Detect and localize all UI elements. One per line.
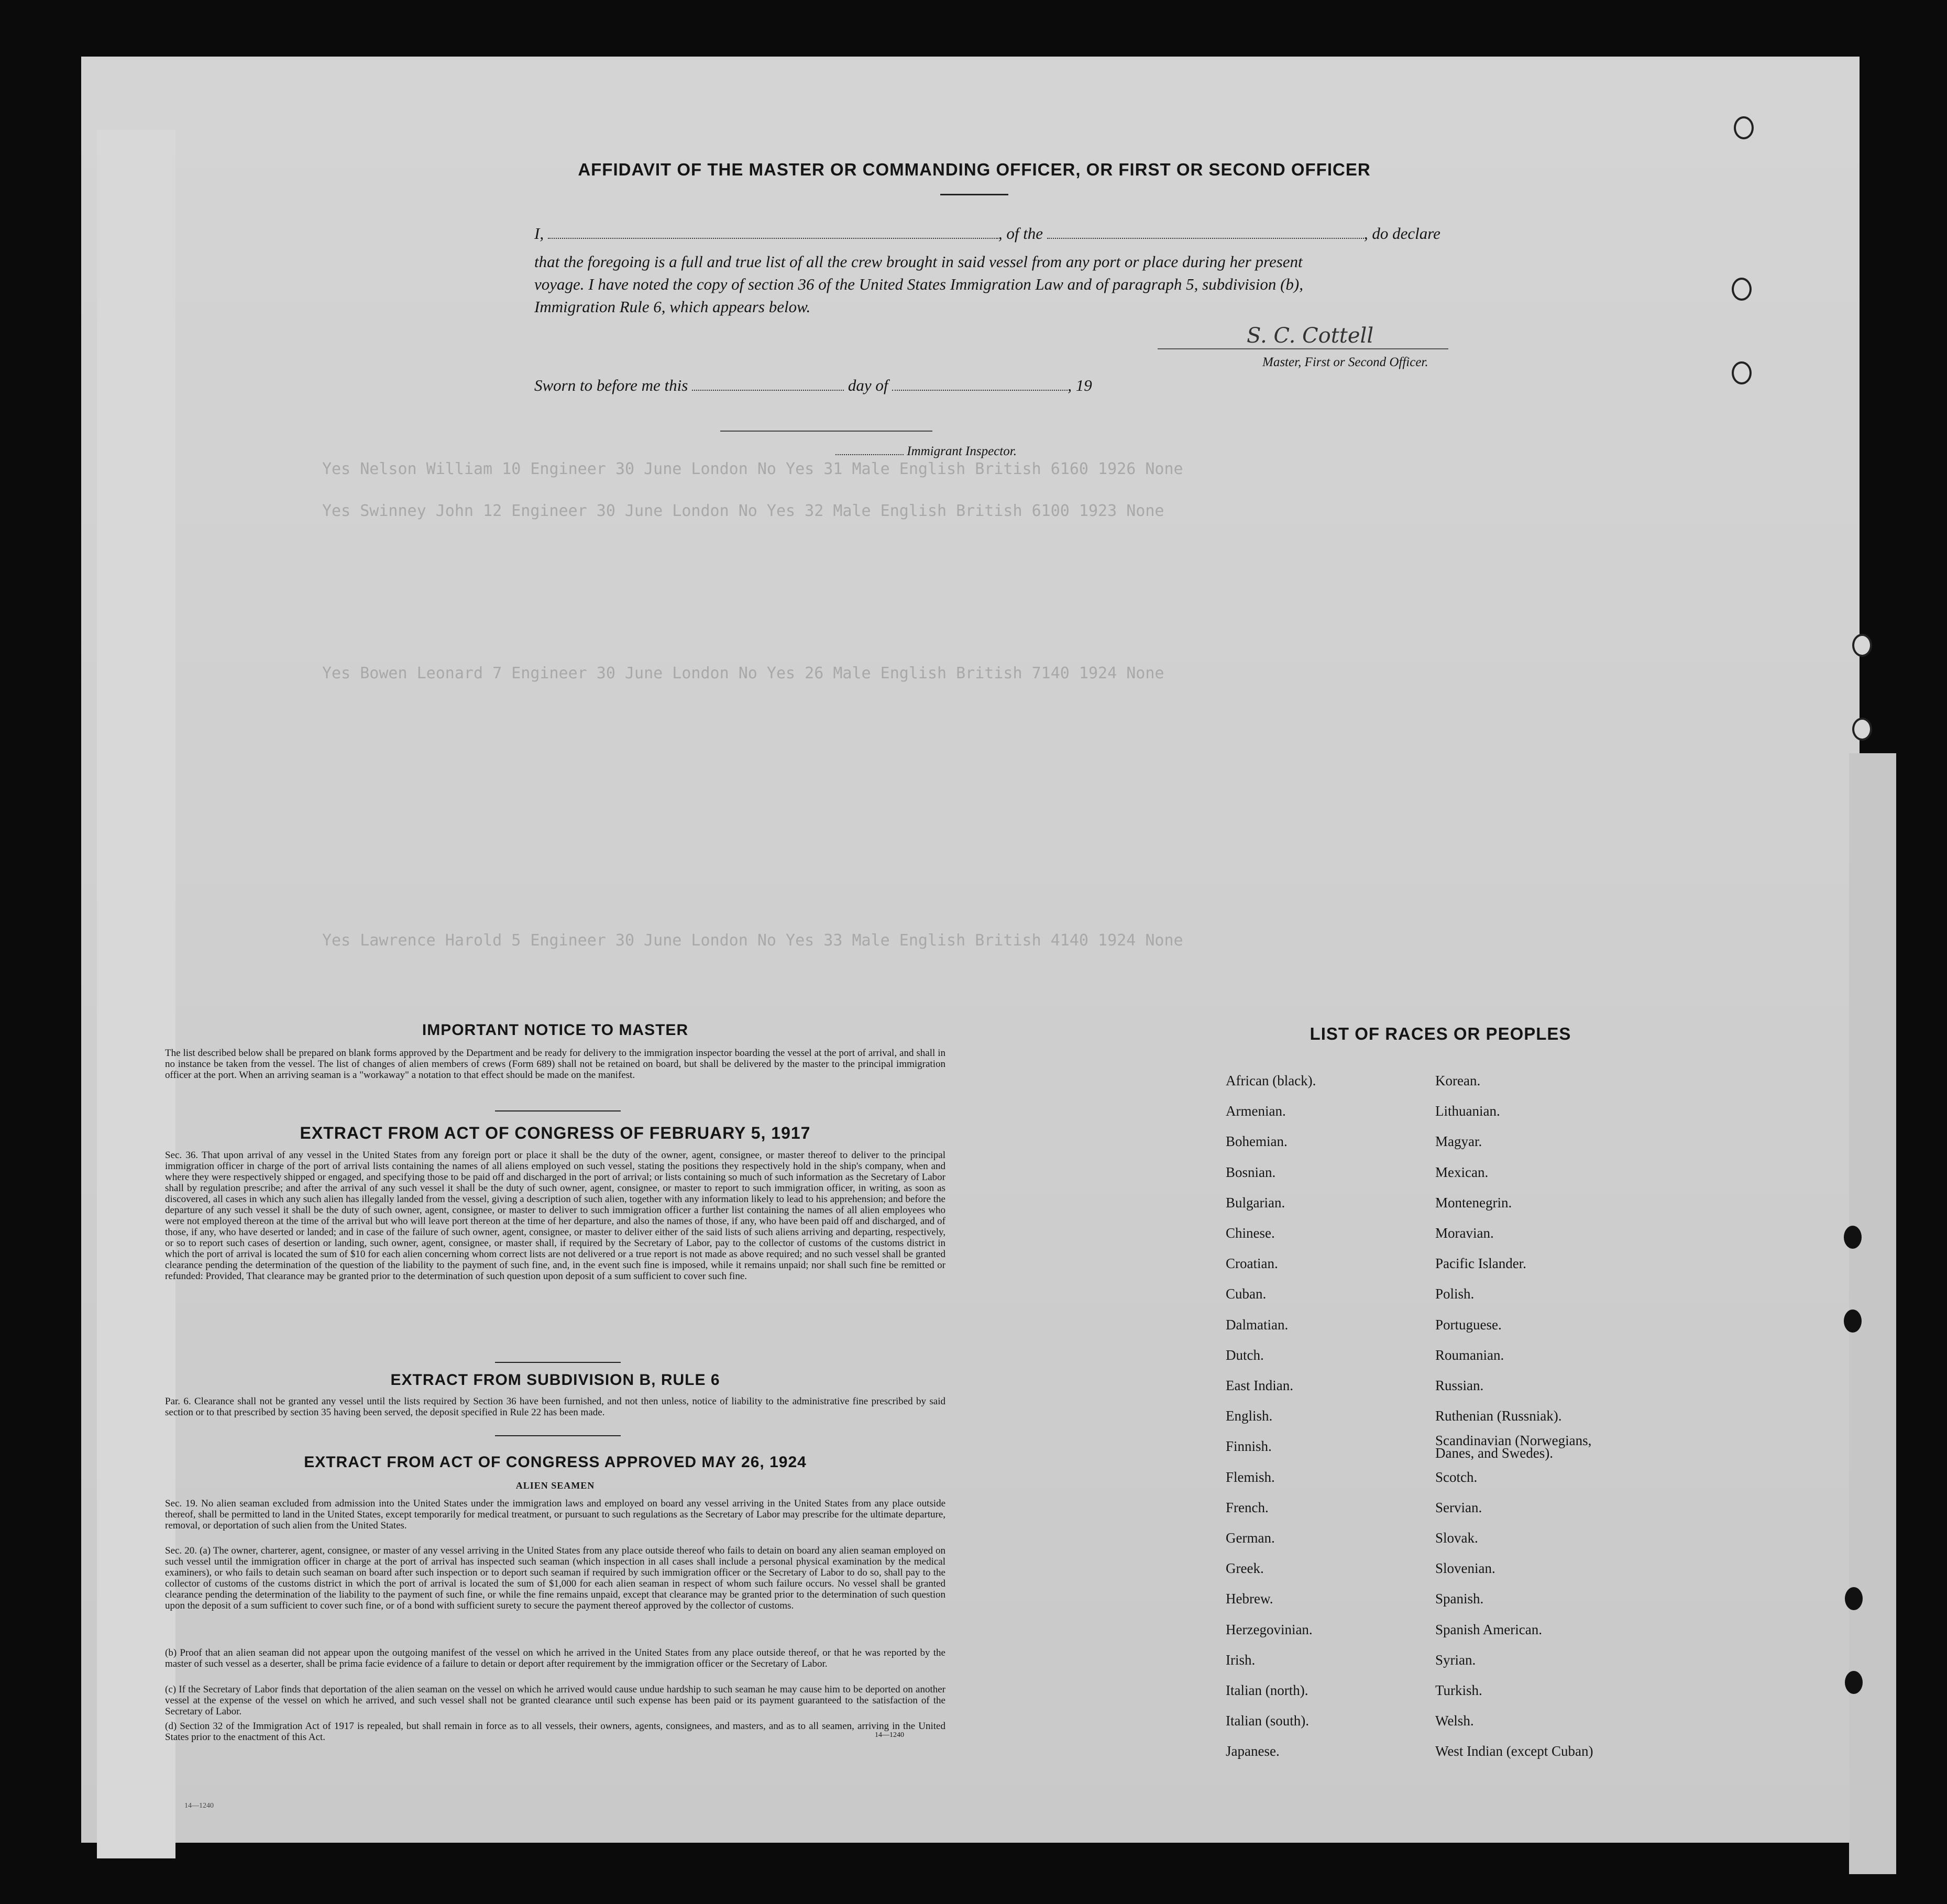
race-item: Ruthenian (Russniak). [1435, 1408, 1562, 1424]
race-item: Montenegrin. [1435, 1194, 1512, 1210]
officer-signature: S. C. Cottell [1247, 324, 1374, 348]
sworn-line [534, 376, 1092, 395]
rule6-title: EXTRACT FROM SUBDIVISION B, RULE 6 [390, 1371, 720, 1389]
race-item: Dutch. [1226, 1347, 1264, 1363]
divider [940, 194, 1008, 195]
race-item: Flemish. [1226, 1469, 1275, 1485]
bleed-through-row: Yes Lawrence Harold 5 Engineer 30 June London No Yes 33 Male English British 4140 1924 None [322, 931, 1183, 950]
inspector-line [720, 431, 932, 432]
race-item: Slovenian. [1435, 1560, 1495, 1577]
race-item: Syrian. [1435, 1652, 1476, 1668]
extract-1924-para-3: (b) Proof that an alien seaman did not appear upon the outgoing manifest of the vessel on which he arrived in the United States from any place outside thereof, or that he was reported by the master of such vessel as a deserter, shall be prima facie evidence of a failure to detain or deport after requirement by the immigration officer or the Secretary of Labor. [165, 1647, 945, 1669]
race-item: English. [1226, 1408, 1273, 1424]
race-item: Italian (north). [1226, 1682, 1308, 1698]
race-item: Irish. [1226, 1652, 1256, 1668]
race-item: Servian. [1435, 1499, 1482, 1515]
signature-line [1158, 348, 1448, 349]
race-item: Cuban. [1226, 1286, 1267, 1302]
year-label: , 19 [1068, 376, 1092, 394]
race-item: Magyar. [1435, 1133, 1482, 1150]
race-item: Spanish American. [1435, 1621, 1542, 1637]
race-item: Bosnian. [1226, 1164, 1276, 1180]
race-item: Bulgarian. [1226, 1194, 1285, 1210]
divider [495, 1435, 621, 1436]
signer-caption: Master, First or Second Officer. [1262, 355, 1428, 369]
notice-body: The list described below shall be prepared on blank forms approved by the Department and be ready for delivery to the immigration inspector boarding the vessel at the port of arrival, and shall in no instance be taken from the vessel. The list of changes of alien members of crews (Form 689) shall not be retained on board, but shall be delivered by the master to the principal immigration officer at the port. When an arriving seaman is a "workaway" a notation to that effect should be made on the manifest. [165, 1048, 945, 1081]
form-number: 14—1240 [875, 1731, 904, 1739]
race-item: Herzegovinian. [1226, 1621, 1313, 1637]
extract-1924-para-1: Sec. 19. No alien seaman excluded from admission into the United States under the immigration laws and employed on board any vessel arriving in the United States from any place outside thereof, shall be permitted to land in the United States, except temporarily for medical treatment, or pursuant to such regulations as the Secretary of Labor may prescribe for the ultimate departure, removal, or deportation of such alien from the United States. [165, 1498, 945, 1531]
race-item: West Indian (except Cuban) [1435, 1743, 1593, 1759]
punch-hole-icon [1844, 1226, 1862, 1249]
declaration-i: I, [534, 224, 544, 243]
punch-hole-icon [1845, 1587, 1863, 1610]
affidavit-body-3: Immigration Rule 6, which appears below. [534, 298, 811, 316]
race-item: Dalmatian. [1226, 1316, 1289, 1333]
punch-hole-icon [1732, 278, 1752, 301]
bleed-through-row: Yes Swinney John 12 Engineer 30 June London No Yes 32 Male English British 6100 1923 None [322, 502, 1164, 520]
extract-1924-title: EXTRACT FROM ACT OF CONGRESS APPROVED MAY 26, 1924 [304, 1454, 807, 1471]
race-item: Roumanian. [1435, 1347, 1504, 1363]
race-item: Russian. [1435, 1378, 1484, 1393]
footer-form-number: 14—1240 [184, 1802, 214, 1810]
bleed-through-row: Yes Bowen Leonard 7 Engineer 30 June London No Yes 26 Male English British 7140 1924 None [322, 664, 1164, 683]
punch-hole-icon [1844, 1309, 1862, 1333]
race-item: Moravian. [1435, 1225, 1494, 1241]
race-item: Mexican. [1435, 1164, 1489, 1180]
sworn-label: Sworn to before me this [534, 376, 688, 394]
extract-1917-body: Sec. 36. That upon arrival of any vessel in the United States from any foreign port or place it shall be the duty of the owner, agent, consignee, or master thereof to deliver to the principal immigration officer in charge of the port of arrival lists containing the names of all aliens employed on such vessel, stating the positions they respectively hold in the ship's company, when and where they were respectively shipped or engaged, and specifying those to be paid off and discharged in the port of arrival; or lists containing so much of such information as the Secretary of Labor shall by regulation prescribe; and after the arrival of any such vessel it shall be the duty of such owner, agent, consignee, or master to report to such immigration officer, in writing, as soon as discovered, all cases in which any such alien has illegally landed from the vessel, giving a description of such alien, together with any information likely to lead to his apprehension; and before the departure of any such vessel it shall be the duty of such owner, agent, consignee, or master to deliver to such immigration officer a further list containing the names of all alien employees who were not employed thereon at the time of the arrival but who will leave port thereon at the time of her departure, and also the names of those, if any, who have been paid off and discharged, and of those, if any, who have deserted or landed; and in case of the failure of such owner, agent, consignee, or master to deliver either of the said lists of such aliens arriving and departing, respectively, or so to report such cases of desertion or landing, such owner, agent, consignee, or master shall, if required by the Secretary of Labor, pay to the collector of customs of the customs district in which the port of arrival is located the sum of $10 for each alien concerning whom correct lists are not delivered or a true report is not made as above required; and no such vessel shall be granted clearance pending the determination of the question of the liability to the payment of such fine, and, in the event such fine is imposed, while it remains unpaid; nor shall such fine be remitted or refunded: Provided, That clearance may be granted prior to the determination of such question upon deposit of a sum sufficient to cover such fine. [165, 1150, 945, 1282]
race-item: Polish. [1435, 1286, 1475, 1302]
race-item: Finnish. [1226, 1438, 1272, 1455]
extract-1924-para-4: (c) If the Secretary of Labor finds that deportation of the alien seaman on the vessel on which he arrived would cause undue hardship to such seaman he may cause him to be deported on another vessel at the expense of the vessel on which he arrived, and such vessel shall not be granted clearance until such expense has been paid or its payment guaranteed to the satisfaction of the Secretary of Labor. [165, 1684, 945, 1717]
race-item: Chinese. [1226, 1225, 1275, 1241]
name-blank[interactable] [548, 234, 998, 239]
race-item: Bohemian. [1226, 1133, 1288, 1150]
day-blank[interactable] [692, 386, 844, 391]
race-item: Korean. [1435, 1073, 1481, 1088]
punch-hole-icon [1732, 361, 1752, 384]
punch-hole-icon [1852, 634, 1872, 657]
race-item: Croatian. [1226, 1256, 1278, 1272]
race-item: Turkish. [1435, 1682, 1482, 1698]
declaration-do-declare: , do declare [1363, 224, 1440, 243]
day-of-label: day of [848, 376, 888, 394]
bleed-through-row: Yes Nelson William 10 Engineer 30 June London No Yes 31 Male English British 6160 1926 None [322, 460, 1183, 478]
inspector-blank[interactable] [835, 450, 904, 455]
extract-1924-para-2: Sec. 20. (a) The owner, charterer, agent, consignee, or master of any vessel arriving in the United States from any place outside thereof who fails to detain on board any alien seaman employed on such vessel until the immigration officer in charge at the port of arrival has inspected such seaman (which inspection in all cases shall include a personal physical examination by the medical examiners), or who fails to detain such seaman on board after such inspection or to deport such seaman if required by such immigration officer or the Secretary of Labor to do so, shall pay to the collector of customs of the customs district in which the port of arrival is located the sum of $1,000 for each alien seaman in respect of whom such failure occurs. No vessel shall be granted clearance pending the determination of the liability to the payment of such fine, or while the fine remains unpaid, except that clearance may be granted prior to the determination of such question upon the deposit of a sum sufficient to cover such fine, or of a bond with sufficient surety to secure the payment thereof approved by the collector of customs. [165, 1545, 945, 1611]
rule6-body: Par. 6. Clearance shall not be granted any vessel until the lists required by Section 36 have been furnished, and not then unless, notice of liability to the administrative fine prescribed by said section or to that prescribed by section 35 having been served, the deposit specified in Rule 22 has been made. [165, 1396, 945, 1418]
race-item: Japanese. [1226, 1743, 1280, 1759]
race-item: African (black). [1226, 1073, 1316, 1088]
inspector-caption [835, 444, 1017, 459]
races-title: LIST OF RACES OR PEOPLES [1310, 1024, 1571, 1043]
divider [495, 1110, 621, 1111]
race-item: Slovak. [1435, 1530, 1478, 1546]
punch-hole-icon [1845, 1671, 1863, 1694]
extract-1924-para-5: (d) Section 32 of the Immigration Act of 1917 is repealed, but shall remain in force as to all vessels, their owners, agents, consignees, and masters, and as to all seamen, arriving in the United States prior to the enactment of this Act. [165, 1721, 945, 1743]
race-item: German. [1226, 1530, 1275, 1546]
punch-hole-icon [1734, 116, 1754, 139]
extract-1917-title: EXTRACT FROM ACT OF CONGRESS OF FEBRUARY 5, 1917 [300, 1124, 811, 1142]
notice-title: IMPORTANT NOTICE TO MASTER [422, 1021, 689, 1039]
race-item: Scotch. [1435, 1469, 1478, 1485]
race-item: Portuguese. [1435, 1316, 1502, 1333]
race-item: French. [1226, 1499, 1269, 1515]
left-margin-strip [97, 130, 175, 1858]
divider [495, 1362, 621, 1363]
declaration-of-the: , of the [998, 224, 1043, 243]
punch-hole-icon [1852, 718, 1872, 741]
alien-seamen-subtitle: ALIEN SEAMEN [515, 1480, 595, 1491]
vessel-blank[interactable] [1047, 234, 1364, 239]
month-blank[interactable] [892, 386, 1068, 391]
affidavit-body-2: voyage. I have noted the copy of section 36 of the United States Immigration Law and of paragraph 5, subdivision (b), [534, 275, 1303, 293]
declaration-line [534, 224, 1440, 243]
race-item: Pacific Islander. [1435, 1256, 1526, 1272]
race-item: Greek. [1226, 1560, 1264, 1577]
race-item: Armenian. [1226, 1103, 1286, 1119]
race-item: Hebrew. [1226, 1591, 1273, 1607]
race-item: Scandinavian (Norwegians, Danes, and Swedes). [1435, 1433, 1592, 1461]
affidavit-title: AFFIDAVIT OF THE MASTER OR COMMANDING OFFICER, OR FIRST OR SECOND OFFICER [578, 160, 1371, 179]
race-item: Italian (south). [1226, 1713, 1309, 1729]
affidavit-body-1: that the foregoing is a full and true list of all the crew brought in said vessel from any port or place during her present [534, 252, 1303, 271]
race-item: East Indian. [1226, 1378, 1293, 1393]
race-item: Welsh. [1435, 1713, 1474, 1729]
inspector-caption-text: Immigrant Inspector. [907, 444, 1017, 458]
race-item: Lithuanian. [1435, 1103, 1500, 1119]
race-item: Spanish. [1435, 1591, 1484, 1607]
